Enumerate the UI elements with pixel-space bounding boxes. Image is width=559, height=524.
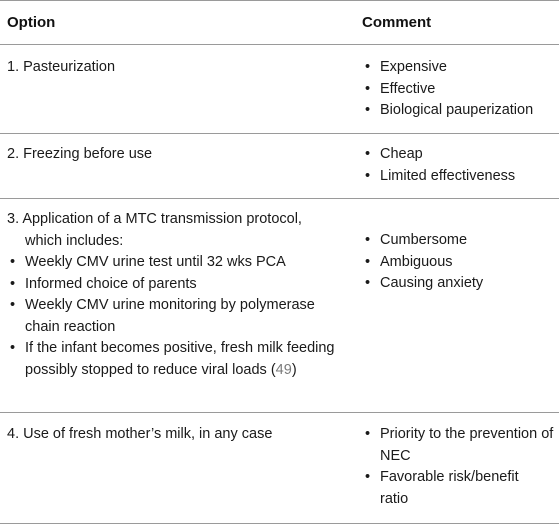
header-rule: [0, 44, 559, 45]
comment-item: • Cumbersome: [362, 230, 557, 252]
row-divider: [0, 198, 559, 199]
row-divider: [0, 412, 559, 413]
comment-item: • Ambiguous: [362, 252, 557, 274]
reference-close: ): [291, 361, 297, 378]
protocol-bullet: • Informed choice of parents: [7, 274, 352, 296]
comment-item: • Cheap: [362, 144, 557, 166]
protocol-bullet: • Weekly CMV urine monitoring by polymerase chain reaction: [7, 295, 325, 338]
comment-list: [362, 57, 557, 122]
option-text: 4. Use of fresh mother’s milk, in any case: [7, 426, 273, 442]
reference-link[interactable]: 49: [275, 361, 292, 378]
comment-item: • Favorable risk/benefit ratio: [362, 467, 535, 510]
row-divider: [0, 133, 559, 134]
table-top-rule: [0, 0, 559, 1]
header-comment: Comment: [362, 14, 432, 31]
comment-item: • Priority to the prevention of NEC: [362, 424, 557, 467]
comment-item: • Expensive: [362, 57, 557, 79]
comment-item: • Effective: [362, 79, 557, 101]
option-line: 3. Application of a MTC transmission protocol,: [7, 211, 302, 227]
comment-item: • Limited effectiveness: [362, 166, 557, 188]
option-line: which includes:: [25, 232, 124, 249]
comment-list: [362, 424, 557, 510]
option-text: 1. Pasteurization: [7, 59, 116, 75]
protocol-bullet: [7, 338, 335, 381]
protocol-bullet: • Weekly CMV urine test until 32 wks PCA: [7, 252, 352, 274]
option-text: 2. Freezing before use: [7, 146, 153, 162]
protocol-bullet-text: If the infant becomes positive, fresh milk feeding possibly stopped to reduce viral loads (: [25, 340, 335, 378]
option-text: [7, 209, 352, 381]
header-option: Option: [7, 14, 56, 31]
comment-list: [362, 144, 557, 187]
comment-list: [362, 230, 557, 295]
protocol-bullet-list: [7, 252, 352, 381]
comment-item: • Causing anxiety: [362, 273, 557, 295]
comment-item: • Biological pauperization: [362, 100, 557, 122]
